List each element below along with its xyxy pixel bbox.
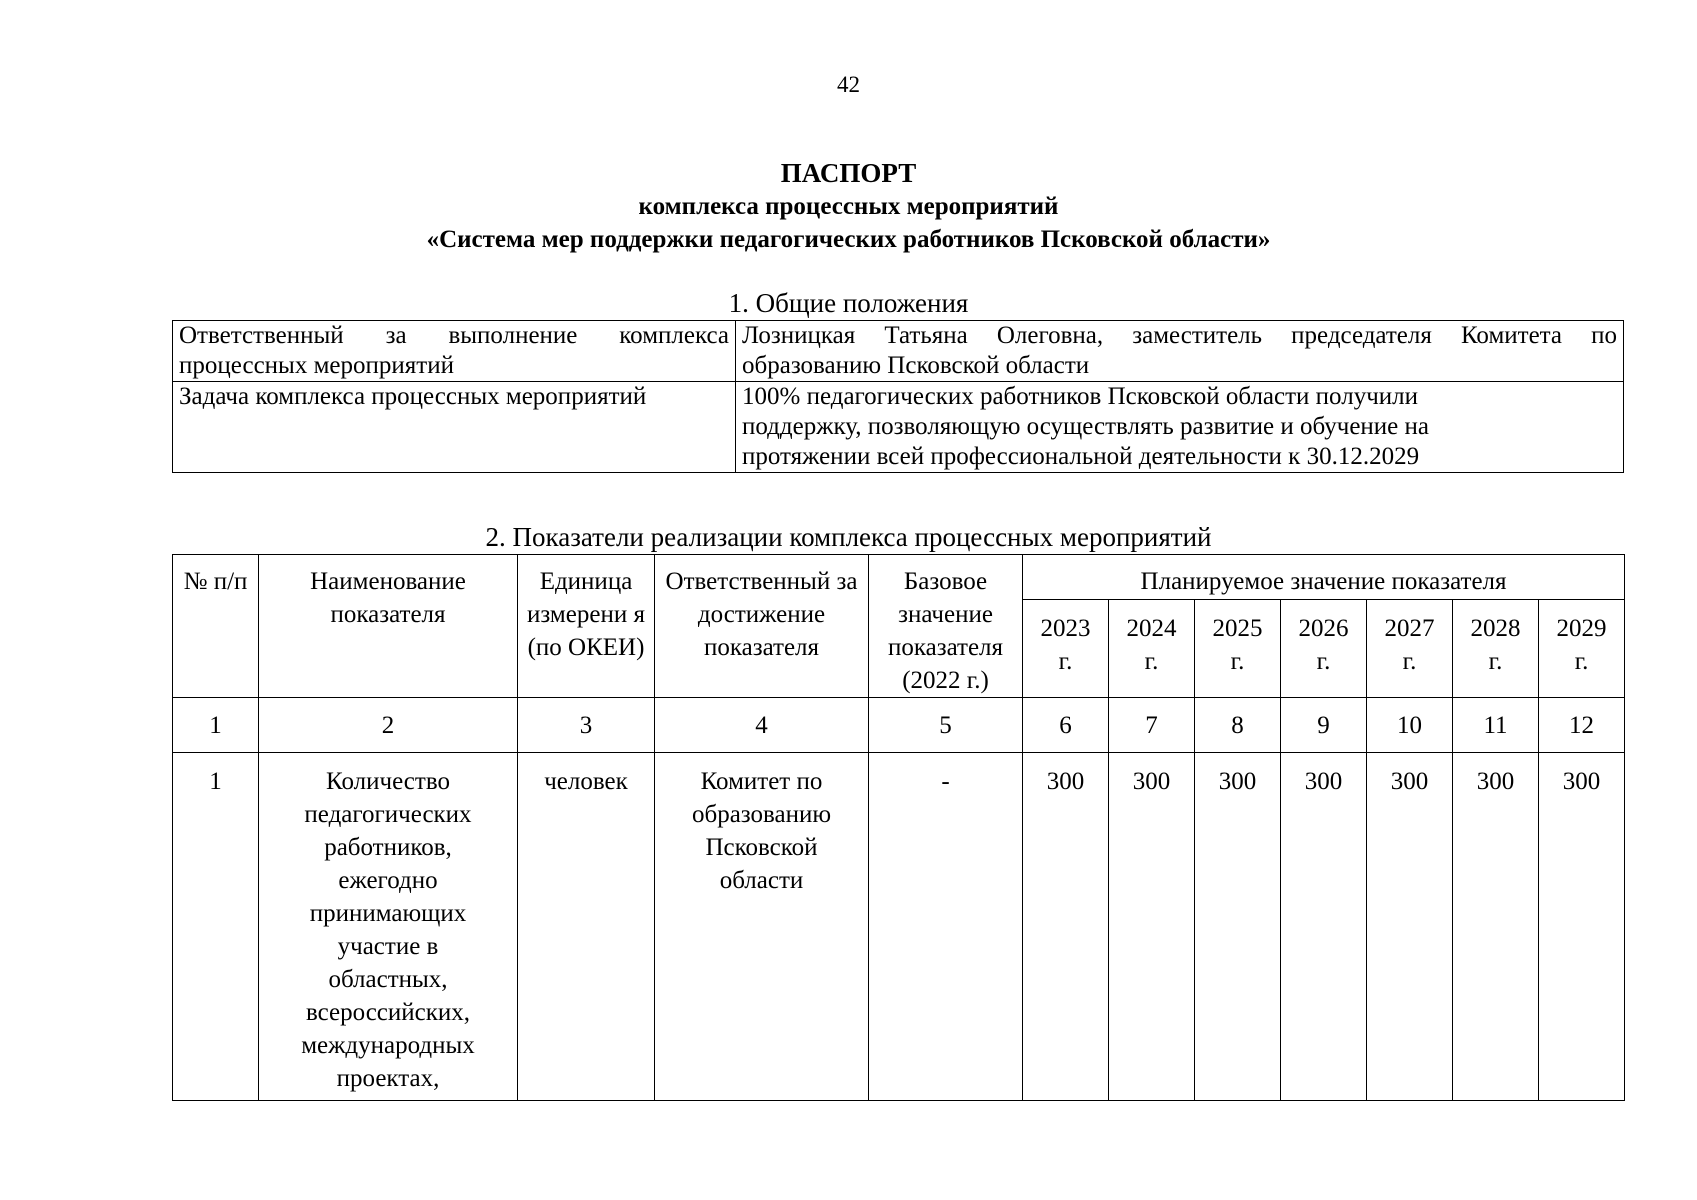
indicators-table [172, 554, 1625, 1101]
column-number: 8 [1195, 698, 1281, 753]
row-unit: человек [518, 753, 655, 1101]
header-year: 2026 г. [1281, 600, 1367, 698]
column-number: 11 [1453, 698, 1539, 753]
header-planned: Планируемое значение показателя [1023, 555, 1625, 600]
responsible-label-cell [173, 321, 736, 382]
column-number: 10 [1367, 698, 1453, 753]
header-num: № п/п [173, 555, 259, 698]
column-number: 2 [259, 698, 518, 753]
page-number: 42 [837, 72, 860, 97]
column-number: 7 [1109, 698, 1195, 753]
task-label-cell [173, 382, 736, 473]
column-number: 1 [173, 698, 259, 753]
column-number: 9 [1281, 698, 1367, 753]
header-year: 2025 г. [1195, 600, 1281, 698]
header-year: 2027 г. [1367, 600, 1453, 698]
task-value-cell [736, 382, 1624, 473]
column-number: 3 [518, 698, 655, 753]
header-base: Базовое значение показателя (2022 г.) [869, 555, 1023, 698]
table-row [173, 382, 1624, 473]
row-year-value: 300 [1195, 753, 1281, 1101]
responsible-value-line-1: Лозницкая Татьяна Олеговна, заместитель председателя Комитета по [742, 322, 1617, 349]
header-year: 2028 г. [1453, 600, 1539, 698]
responsible-value-cell [736, 321, 1624, 382]
row-year-value: 300 [1539, 753, 1625, 1101]
row-num: 1 [173, 753, 259, 1101]
task-value-line-2: поддержку, позволяющую осуществлять развитие и обучение на [742, 413, 1429, 440]
column-number: 4 [655, 698, 869, 753]
header-row [173, 555, 1625, 600]
title-line-2: комплекса процессных мероприятий [638, 193, 1059, 220]
row-responsible: Комитет по образованию Псковской области [655, 753, 869, 1101]
row-year-value: 300 [1109, 753, 1195, 1101]
row-year-value: 300 [1367, 753, 1453, 1101]
section-1-heading: 1. Общие положения [728, 288, 969, 318]
title-line-1: ПАСПОРТ [780, 158, 917, 188]
row-indicator-name: Количество педагогических работников, ежегодно принимающих участие в областных, всероссийских, международных проектах, [259, 753, 518, 1101]
header-year: 2023 г. [1023, 600, 1109, 698]
responsible-label-line-1: Ответственный за выполнение комплекса [179, 322, 729, 349]
task-value-line-3: протяжении всей профессиональной деятельности к 30.12.2029 [742, 443, 1420, 470]
row-base-value: - [869, 753, 1023, 1101]
row-year-value: 300 [1023, 753, 1109, 1101]
document-title [0, 157, 1697, 256]
row-year-value: 300 [1453, 753, 1539, 1101]
title-line-3: «Система мер поддержки педагогических работников Псковской области» [426, 226, 1271, 253]
table-row [173, 753, 1625, 1101]
header-unit: Единица измерени я (по ОКЕИ) [518, 555, 655, 698]
general-provisions-table [172, 320, 1624, 473]
column-number: 12 [1539, 698, 1625, 753]
table-row [173, 321, 1624, 382]
task-value-line-1: 100% педагогических работников Псковской области получили [742, 383, 1419, 410]
responsible-value-line-2: образованию Псковской области [742, 352, 1090, 379]
task-label: Задача комплекса процессных мероприятий [179, 383, 647, 410]
header-responsible: Ответственный за достижение показателя [655, 555, 869, 698]
responsible-label-line-2: процессных мероприятий [179, 352, 454, 379]
section-2-heading: 2. Показатели реализации комплекса процессных мероприятий [485, 522, 1212, 552]
column-numbers-row [173, 698, 1625, 753]
header-year: 2029 г. [1539, 600, 1625, 698]
column-number: 6 [1023, 698, 1109, 753]
row-year-value: 300 [1281, 753, 1367, 1101]
header-year: 2024 г. [1109, 600, 1195, 698]
header-name: Наименование показателя [259, 555, 518, 698]
column-number: 5 [869, 698, 1023, 753]
